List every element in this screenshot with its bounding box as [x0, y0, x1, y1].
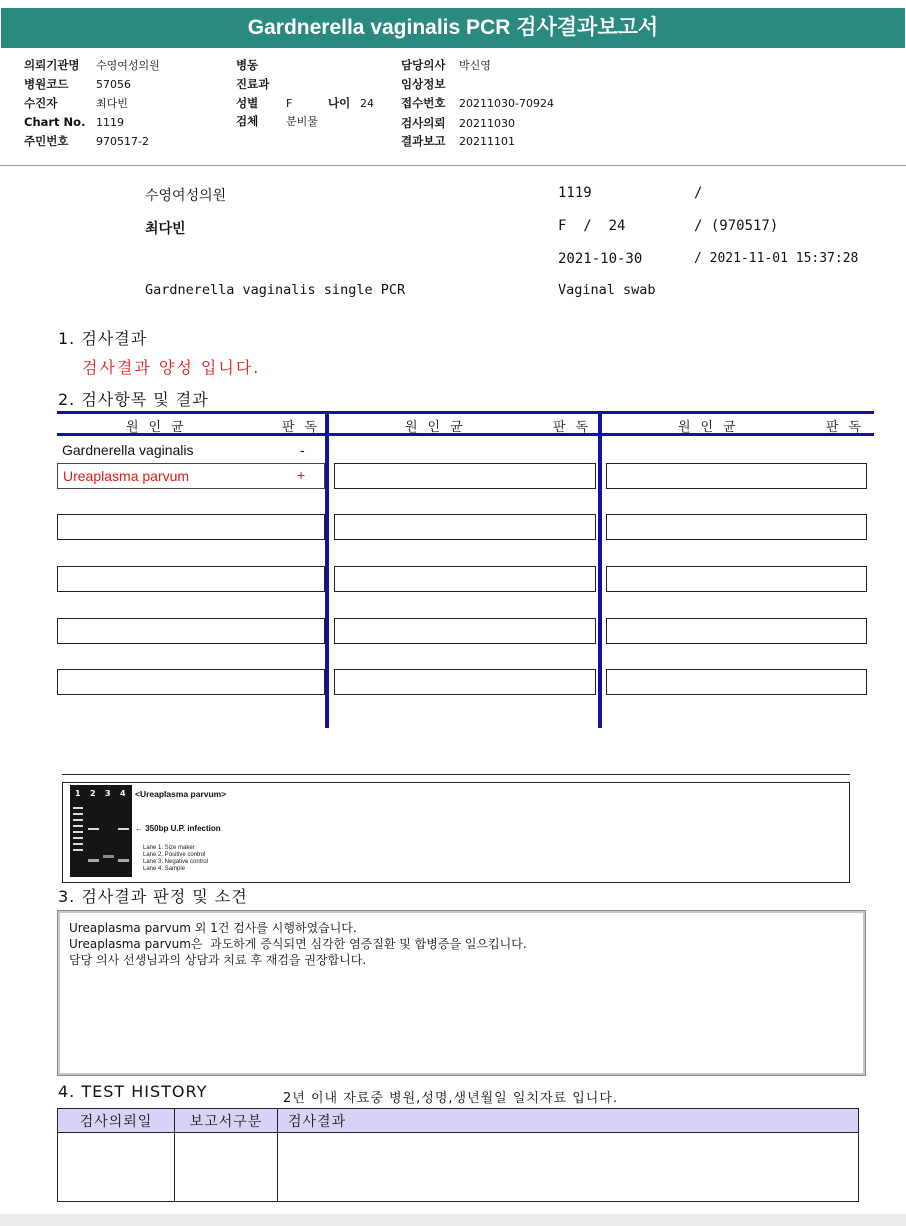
col-judgement-1: 판독 — [282, 420, 328, 435]
header-field-age: 나이 24 — [328, 96, 374, 110]
gel-title: <Ureaplasma parvum> — [135, 789, 227, 799]
positive-result-text: 검사결과 양성 입니다. — [82, 358, 261, 377]
header-field-institution: 의뢰기관명 수영여성의원 — [24, 58, 160, 72]
section-opinion-title: 3. 검사결과 판정 및 소견 — [58, 887, 248, 906]
info-chart: 1119 — [558, 185, 592, 201]
header-field-sex: 성별 F — [236, 96, 293, 110]
gel-legend-lane1: Lane 1. Size maker — [143, 845, 195, 851]
header-field-request-date: 검사의뢰 20211030 — [401, 116, 515, 130]
history-col-result: 검사결과 — [278, 1109, 859, 1133]
report-title: Gardnerella vaginalis PCR 검사결과보고서 — [1, 8, 905, 48]
gel-electrophoresis-image: 1 2 3 4 — [70, 785, 132, 877]
table-row — [334, 566, 596, 592]
history-table — [57, 1108, 859, 1202]
info-specimen: Vaginal swab — [558, 282, 656, 298]
table-divider-1 — [325, 411, 329, 728]
info-report-datetime: / 2021-11-01 15:37:28 — [694, 251, 859, 266]
opinion-box — [57, 910, 866, 1076]
header-field-department: 진료과 — [236, 77, 270, 91]
col-organism-2: 원인균 — [405, 420, 473, 435]
table-row — [57, 566, 325, 592]
opinion-line-3: 담당 의사 선생님과의 상담과 치료 후 재검을 권장합니다. — [69, 953, 367, 967]
header-field-specimen: 검체 분비물 — [236, 114, 318, 128]
table-row — [334, 514, 596, 540]
table-row — [58, 1133, 859, 1202]
table-row — [606, 618, 867, 644]
gel-legend-lane2: Lane 2. Positive control — [143, 852, 206, 858]
header-field-report-date: 결과보고 20211101 — [401, 134, 515, 148]
table-row — [606, 514, 867, 540]
header-field-ward: 병동 — [236, 58, 259, 72]
history-col-report-type: 보고서구분 — [175, 1109, 278, 1133]
info-test-name: Gardnerella vaginalis single PCR — [145, 282, 406, 298]
report-header — [0, 48, 906, 166]
header-field-doctor: 담당의사 박신영 — [401, 58, 491, 72]
gel-legend-lane3: Lane 3. Negative control — [143, 859, 209, 865]
opinion-line-2: Ureaplasma parvum은 과도하게 증식되면 심각한 염증질환 및 합병증을 일으킵니다. — [69, 937, 527, 951]
item-result-ureaplasma: + — [297, 467, 306, 483]
item-result-gardnerella: - — [300, 442, 305, 458]
col-organism-1: 원인균 — [126, 420, 194, 435]
header-field-chart-no: Chart No. 1119 — [24, 115, 124, 129]
col-organism-3: 원인균 — [678, 420, 746, 435]
table-row — [334, 463, 596, 489]
item-name-gardnerella: Gardnerella vaginalis — [62, 442, 194, 458]
info-sex-age: F / 24 — [558, 218, 626, 234]
table-row — [606, 566, 867, 592]
header-field-patient: 수진자 최다빈 — [24, 96, 128, 110]
table-row — [57, 514, 325, 540]
table-row — [57, 618, 325, 644]
info-hospital: 수영여성의원 — [145, 188, 227, 204]
table-top-rule — [57, 411, 874, 414]
table-row — [57, 669, 325, 695]
header-field-clinical-info: 임상정보 — [401, 77, 446, 91]
table-row — [606, 669, 867, 695]
history-col-request-date: 검사의뢰일 — [58, 1109, 175, 1133]
gel-band-label: ← 350bp U.P. infection — [135, 824, 221, 833]
history-note: 2년 이내 자료중 병원,성명,생년월일 일치자료 입니다. — [283, 1091, 619, 1106]
info-request-date: 2021-10-30 — [558, 251, 643, 267]
col-judgement-2: 판독 — [553, 420, 599, 435]
gel-legend-lane4: Lane 4. Sample — [143, 866, 186, 872]
section-history-title: 4. TEST HISTORY — [58, 1082, 208, 1101]
info-chart-separator: / — [694, 185, 703, 201]
info-birth: / (970517) — [694, 218, 779, 234]
section-result-title: 1. 검사결과 — [58, 329, 148, 348]
header-field-hospital-code: 병원코드 57056 — [24, 77, 131, 91]
header-field-resident-no: 주민번호 970517-2 — [24, 134, 149, 148]
table-row — [334, 669, 596, 695]
gel-top-rule — [62, 774, 850, 775]
footer-strip — [0, 1214, 906, 1226]
table-divider-2 — [598, 411, 602, 728]
opinion-line-1: Ureaplasma parvum 외 1건 검사를 시행하였습니다. — [69, 921, 357, 935]
info-patient: 최다빈 — [145, 221, 186, 237]
table-row — [334, 618, 596, 644]
item-name-ureaplasma: Ureaplasma parvum — [63, 468, 190, 484]
table-row — [606, 463, 867, 489]
section-items-title: 2. 검사항목 및 결과 — [58, 390, 209, 409]
header-field-receipt-no: 접수번호 20211030-70924 — [401, 96, 554, 110]
col-judgement-3: 판독 — [826, 420, 872, 435]
